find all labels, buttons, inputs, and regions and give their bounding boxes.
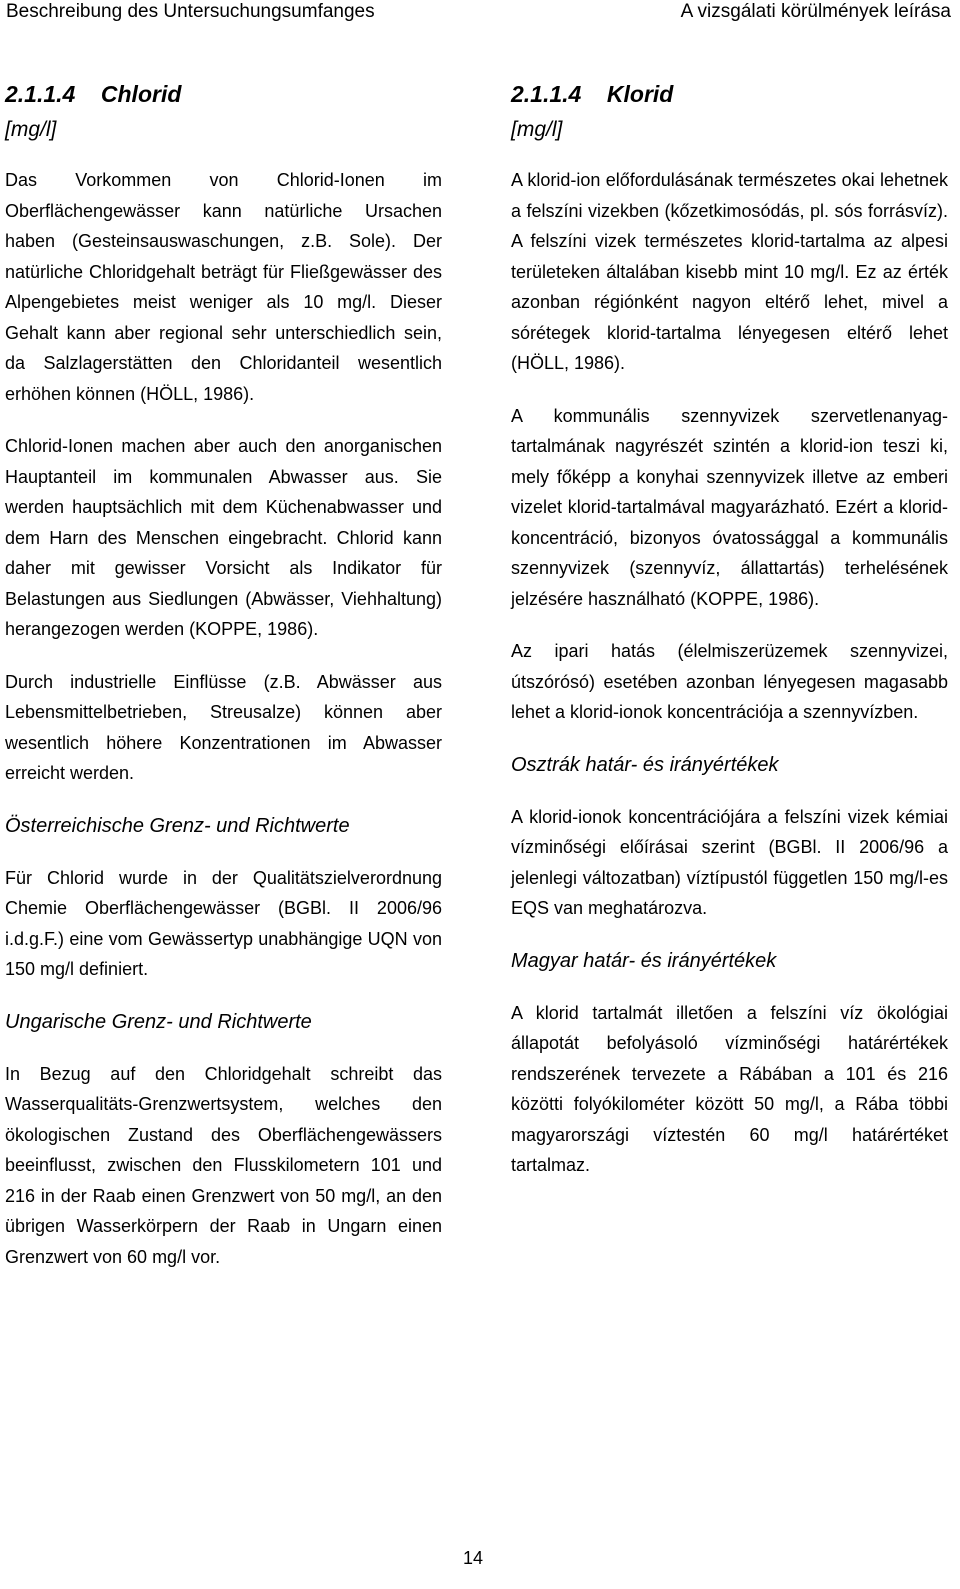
paragraph-hu-hungarian-limits: A klorid tartalmát illetően a felszíni víz ökológiai állapotát befolyásoló vízminőségi határértékek rendszerének tervezete a Rábában a 101 és 216 közötti folyókilométer között 50 mg/l, a Rába többi magyarországi víztestén 60 mg/l határértéket tartalmaz. xyxy=(511,1002,948,1175)
header-right-title: A vizsgálati körülmények leírása xyxy=(680,1,951,22)
paragraph-hu-austrian-limits: A klorid-ionok koncentrációjára a felszíni vizek kémiai vízminőségi előírásai szerint (BGBl. II 2006/96 a jelenlegi változatban) víztípustól független 150 mg/l-es EQS van meghatározva. xyxy=(511,806,948,918)
section-heading-hu: 2.1.1.4 Klorid xyxy=(511,81,674,107)
paragraph-hu-3: Az ipari hatás (élelmiszerüzemek szennyvizei, útszórósó) esetében azonban lényegesen magasabb lehet a klorid-ionok koncentrációja a szennyvízben. xyxy=(511,641,948,722)
paragraph-de-1: Das Vorkommen von Chlorid-Ionen im Oberflächengewässer kann natürliche Ursachen haben (Gesteinsauswaschungen, z.B. Sole). Der natürliche Chloridgehalt beträgt für Fließgewässer des Alpengebietes meist weniger als 10 mg/l. Dieser Gehalt kann aber regional sehr unterschiedlich sein, da Salzlagerstätten den Chloridanteil wesentlich erhöhen können (HÖLL, 1986). xyxy=(5,170,442,404)
german-column xyxy=(5,76,442,1294)
subheading-hu-hungarian-limits: Magyar határ- és irányértékek xyxy=(511,949,777,972)
paragraph-de-3: Durch industrielle Einflüsse (z.B. Abwässer aus Lebensmittelbetrieben, Streusalze) können aber wesentlich höhere Konzentrationen im Abwasser erreicht werden. xyxy=(5,671,442,783)
section-heading-de: 2.1.1.4 Chlorid xyxy=(5,81,182,107)
page-header xyxy=(0,0,960,30)
subheading-de-austrian-limits: Österreichische Grenz- und Richtwerte xyxy=(5,814,350,837)
paragraph-hu-1: A klorid-ion előfordulásának természetes okai lehetnek a felszíni vizekben (kőzetkimosódás, pl. sós forrásvíz). A felszíni vizek természetes klorid-tartalma az alpesi területeken általában kisebb mint 10 mg/l. Ez az érték azonban régiónként nagyon eltérő lehet, mivel a sórétegek klorid-tartalma lényegesen eltérő lehet (HÖLL, 1986). xyxy=(511,170,948,373)
header-left-title: Beschreibung des Untersuchungsumfanges xyxy=(6,1,375,22)
paragraph-de-2: Chlorid-Ionen machen aber auch den anorganischen Hauptanteil im kommunalen Abwasser aus. Sie werden hauptsächlich mit dem Küchenabwasser und dem Harn des Menschen eingebracht. Chlorid kann daher mit gewisser Vorsicht als Indikator für Belastungen aus Siedlungen (Abwässer, Viehhaltung) herangezogen werden (KOPPE, 1986). xyxy=(5,436,442,639)
unit-label-hu: [mg/l] xyxy=(511,118,563,141)
paragraph-de-hungarian-limits: In Bezug auf den Chloridgehalt schreibt das Wasserqualitäts-Grenzwertsystem, welches den ökologischen Zustand des Oberflächengewässers beeinflusst, zwischen den Flusskilometern 101 und 216 in der Raab einen Grenzwert von 50 mg/l, an den übrigen Wasserkörpern der Raab in Ungarn einen Grenzwert von 60 mg/l vor. xyxy=(5,1063,442,1267)
paragraph-de-austrian-limits: Für Chlorid wurde in der Qualitätszielverordnung Chemie Oberflächengewässer (BGBl. II 2006/96 i.d.g.F.) eine vom Gewässertyp unabhängige UQN von 150 mg/l definiert. xyxy=(5,867,442,979)
subheading-hu-austrian-limits: Osztrák határ- és irányértékek xyxy=(511,753,779,776)
unit-label-de: [mg/l] xyxy=(5,118,57,141)
subheading-de-hungarian-limits: Ungarische Grenz- und Richtwerte xyxy=(5,1010,312,1033)
paragraph-hu-2: A kommunális szennyvizek szervetlenanyagtartalmának nagyrészét szintén a klorid-ion teszi ki, mely főképp a konyhai szennyvizek illetve az emberi vizelet klorid-tartalmával magyarázható. Ezért a klorid-koncentráció, bizonyos óvatossággal a kommunális szennyvizek (szennyvíz, állattartás) terhelésének jelzésére használható (KOPPE, 1986). xyxy=(511,405,948,609)
hungarian-column xyxy=(511,76,948,1203)
page-number: 14 xyxy=(462,1548,484,1568)
